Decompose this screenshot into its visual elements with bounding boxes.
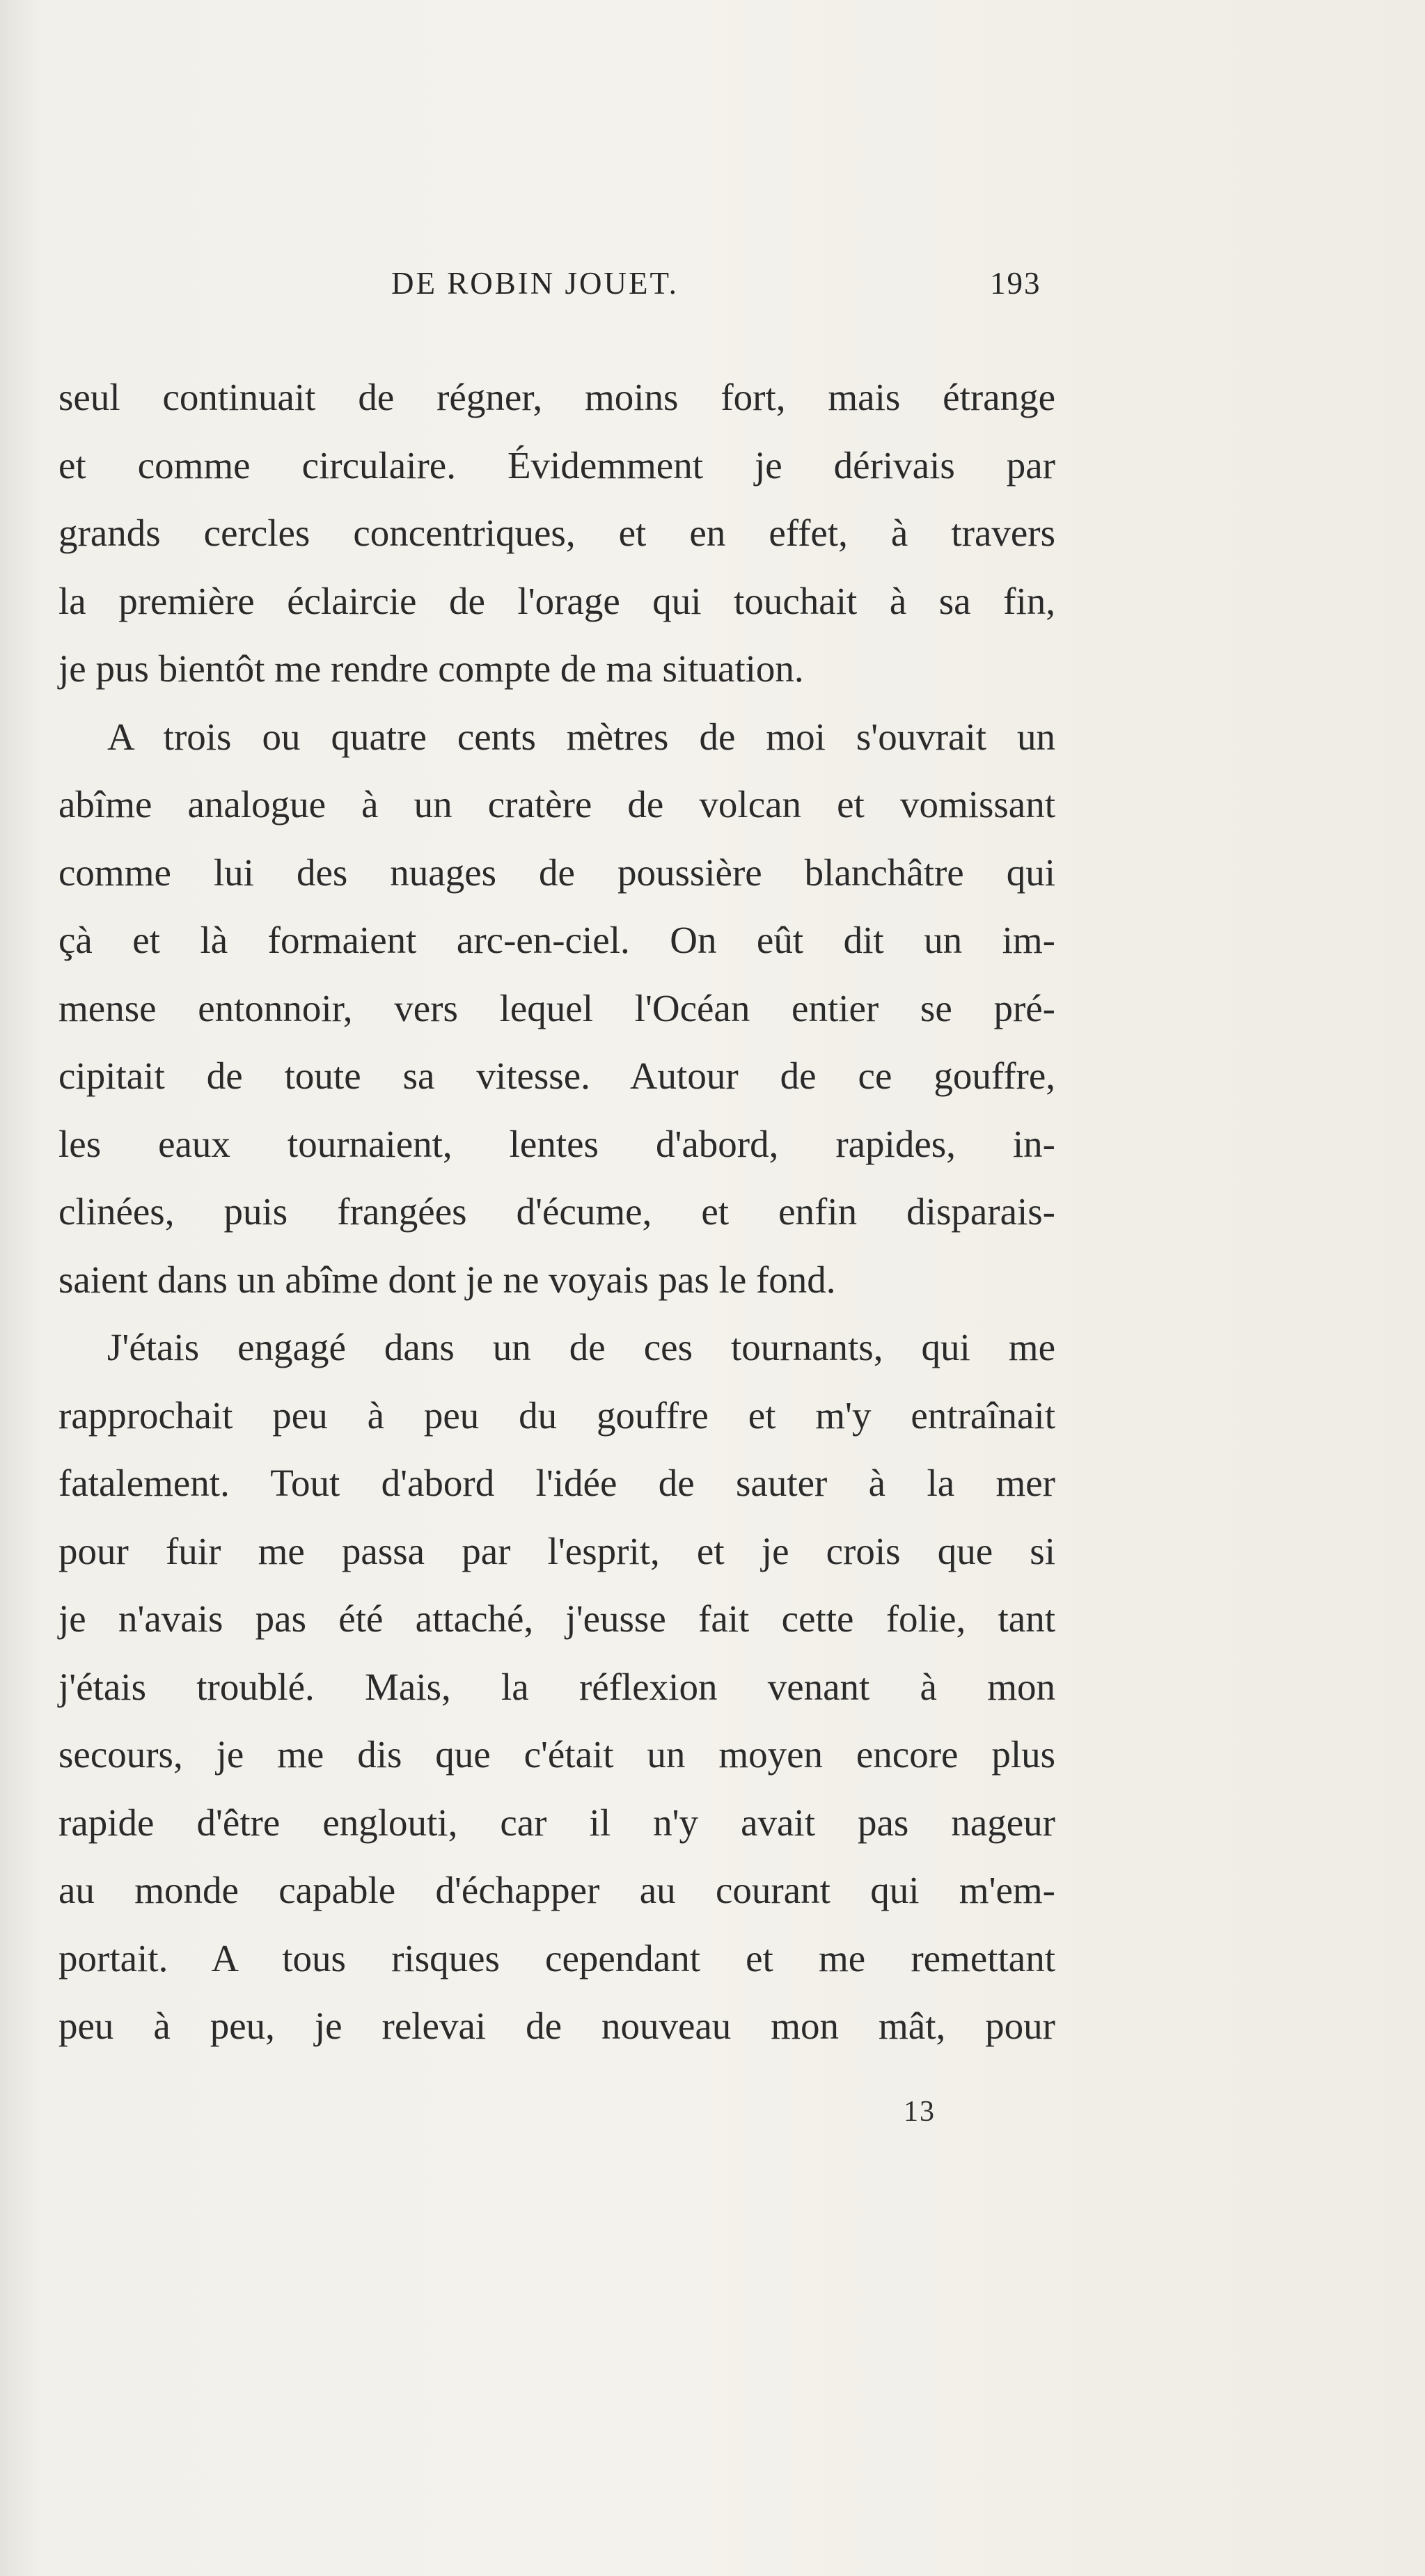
text-line: portait. A tous risques cependant et me remettant	[58, 1936, 1055, 1980]
text-line: çà et là formaient arc-en-ciel. On eût dit un im-	[58, 919, 1055, 961]
page-number: 193	[990, 266, 1041, 301]
text-line: J'étais engagé dans un de ces tournants, qui me	[107, 1326, 1055, 1368]
text-line: la première éclaircie de l'orage qui touchait à sa fin,	[58, 579, 1055, 622]
body-text	[58, 363, 1055, 2060]
text-line: clinées, puis frangées d'écume, et enfin disparais-	[58, 1190, 1055, 1233]
text-line: et comme circulaire. Évidemment je dérivais par	[58, 443, 1055, 487]
text-line: au monde capable d'échapper au courant qui m'em-	[58, 1869, 1055, 1911]
running-head	[0, 259, 1425, 308]
text-line: rapide d'être englouti, car il n'y avait pas nageur	[58, 1801, 1055, 1844]
text-line: cipitait de toute sa vitesse. Autour de ce gouffre,	[58, 1054, 1055, 1097]
text-line: secours, je me dis que c'était un moyen encore plus	[58, 1733, 1055, 1776]
text-line: seul continuait de régner, moins fort, mais étrange	[58, 376, 1055, 418]
text-line: j'étais troublé. Mais, la réflexion venant à mon	[58, 1665, 1055, 1708]
text-line: mense entonnoir, vers lequel l'Océan entier se pré-	[58, 986, 1055, 1029]
text-line: A trois ou quatre cents mètres de moi s'ouvrait un	[107, 715, 1055, 758]
text-line: fatalement. Tout d'abord l'idée de sauter à la mer	[58, 1462, 1055, 1504]
signature-mark: 13	[904, 2096, 936, 2128]
text-line: abîme analogue à un cratère de volcan et vomissant	[58, 783, 1055, 825]
text-line: je pus bientôt me rendre compte de ma situation.	[58, 647, 804, 690]
text-line: pour fuir me passa par l'esprit, et je crois que si	[58, 1529, 1055, 1572]
text-line: comme lui des nuages de poussière blanchâtre qui	[58, 851, 1055, 894]
text-line: rapprochait peu à peu du gouffre et m'y entraînait	[58, 1393, 1055, 1437]
text-line: peu à peu, je relevai de nouveau mon mât, pour	[58, 2005, 1055, 2047]
text-line: saient dans un abîme dont je ne voyais pas le fond.	[58, 1258, 836, 1301]
text-line: je n'avais pas été attaché, j'eusse fait cette folie, tant	[58, 1597, 1055, 1640]
running-title: DE ROBIN JOUET.	[391, 266, 679, 301]
text-line: grands cercles concentriques, et en effet, à travers	[58, 512, 1055, 554]
text-line: les eaux tournaient, lentes d'abord, rapides, in-	[58, 1122, 1055, 1165]
